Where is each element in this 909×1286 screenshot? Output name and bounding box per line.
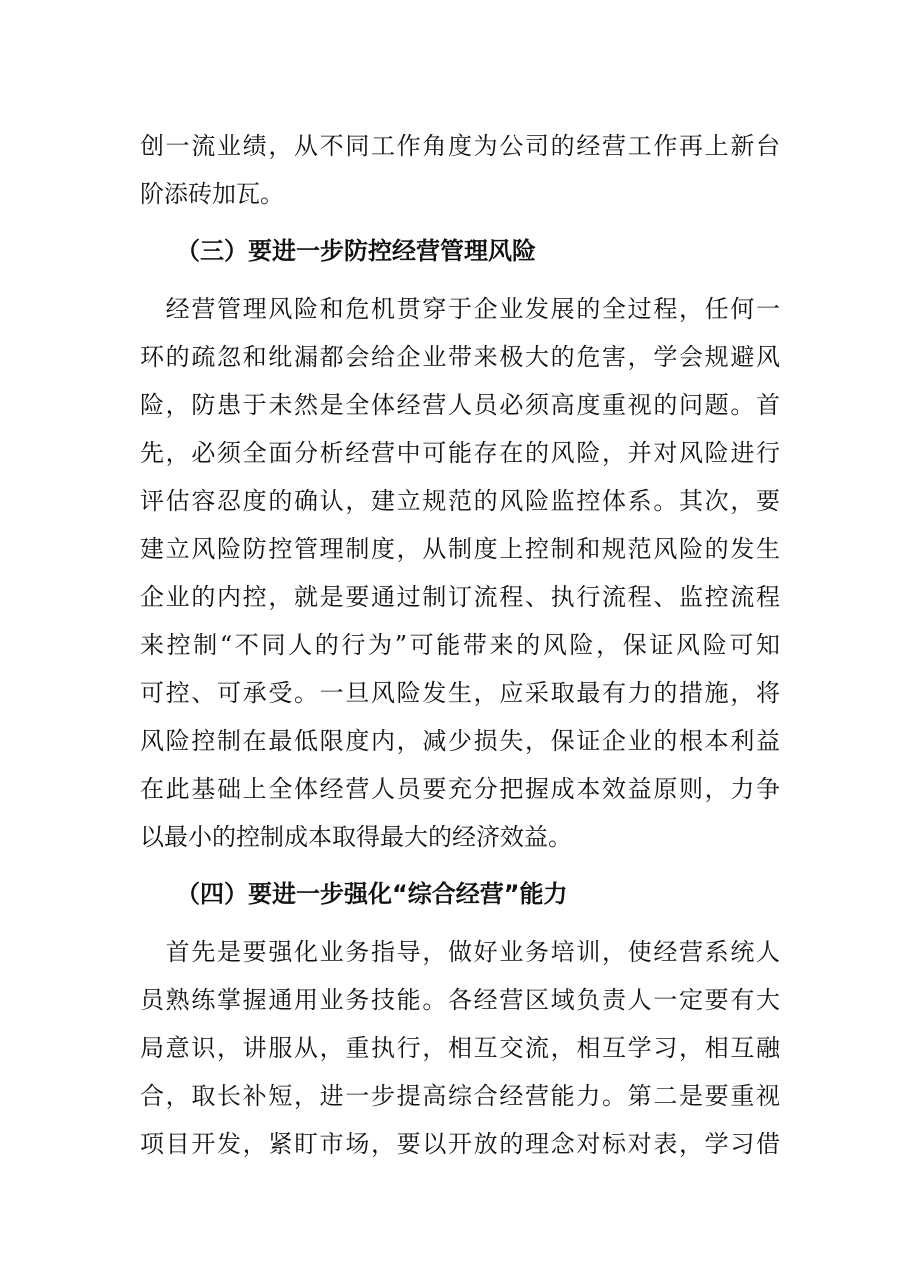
body-line: 阶添砖加瓦。 <box>140 180 284 208</box>
body-line: 项目开发，紧盯市场，要以开放的理念对标对表，学习借 <box>140 1130 780 1158</box>
body-line: 可控、可承受。一旦风险发生，应采取最有力的措施，将 <box>140 679 780 707</box>
body-line: 风险控制在最低限度内，减少损失，保证企业的根本利益 <box>140 727 780 755</box>
section-heading: （四）要进一步强化“综合经营”能力 <box>176 880 568 908</box>
body-line: 首先是要强化业务指导，做好业务培训，使经营系统人 <box>140 938 780 966</box>
body-line: 经营管理风险和危机贯穿于企业发展的全过程，任何一 <box>140 295 780 323</box>
body-line: 评估容忍度的确认，建立规范的风险监控体系。其次，要 <box>140 487 780 515</box>
body-line: 来控制“不同人的行为”可能带来的风险，保证风险可知 <box>140 631 780 659</box>
body-line: 以最小的控制成本取得最大的经济效益。 <box>140 823 572 851</box>
body-line: 环的疏忽和纰漏都会给企业带来极大的危害，学会规避风 <box>140 343 780 371</box>
body-line: 合，取长补短，进一步提高综合经营能力。第二是要重视 <box>140 1082 780 1110</box>
body-line: 局意识，讲服从，重执行，相互交流，相互学习，相互融 <box>140 1034 780 1062</box>
body-line: 险，防患于未然是全体经营人员必须高度重视的问题。首 <box>140 391 780 419</box>
body-line: 创一流业绩，从不同工作角度为公司的经营工作再上新台 <box>140 132 780 160</box>
body-line: 在此基础上全体经营人员要充分把握成本效益原则，力争 <box>140 775 780 803</box>
body-line: 先，必须全面分析经营中可能存在的风险，并对风险进行 <box>140 439 780 467</box>
body-line: 建立风险防控管理制度，从制度上控制和规范风险的发生 <box>140 535 780 563</box>
body-line: 企业的内控，就是要通过制订流程、执行流程、监控流程 <box>140 583 780 611</box>
section-heading: （三）要进一步防控经营管理风险 <box>176 237 536 265</box>
body-line: 员熟练掌握通用业务技能。各经营区域负责人一定要有大 <box>140 986 780 1014</box>
